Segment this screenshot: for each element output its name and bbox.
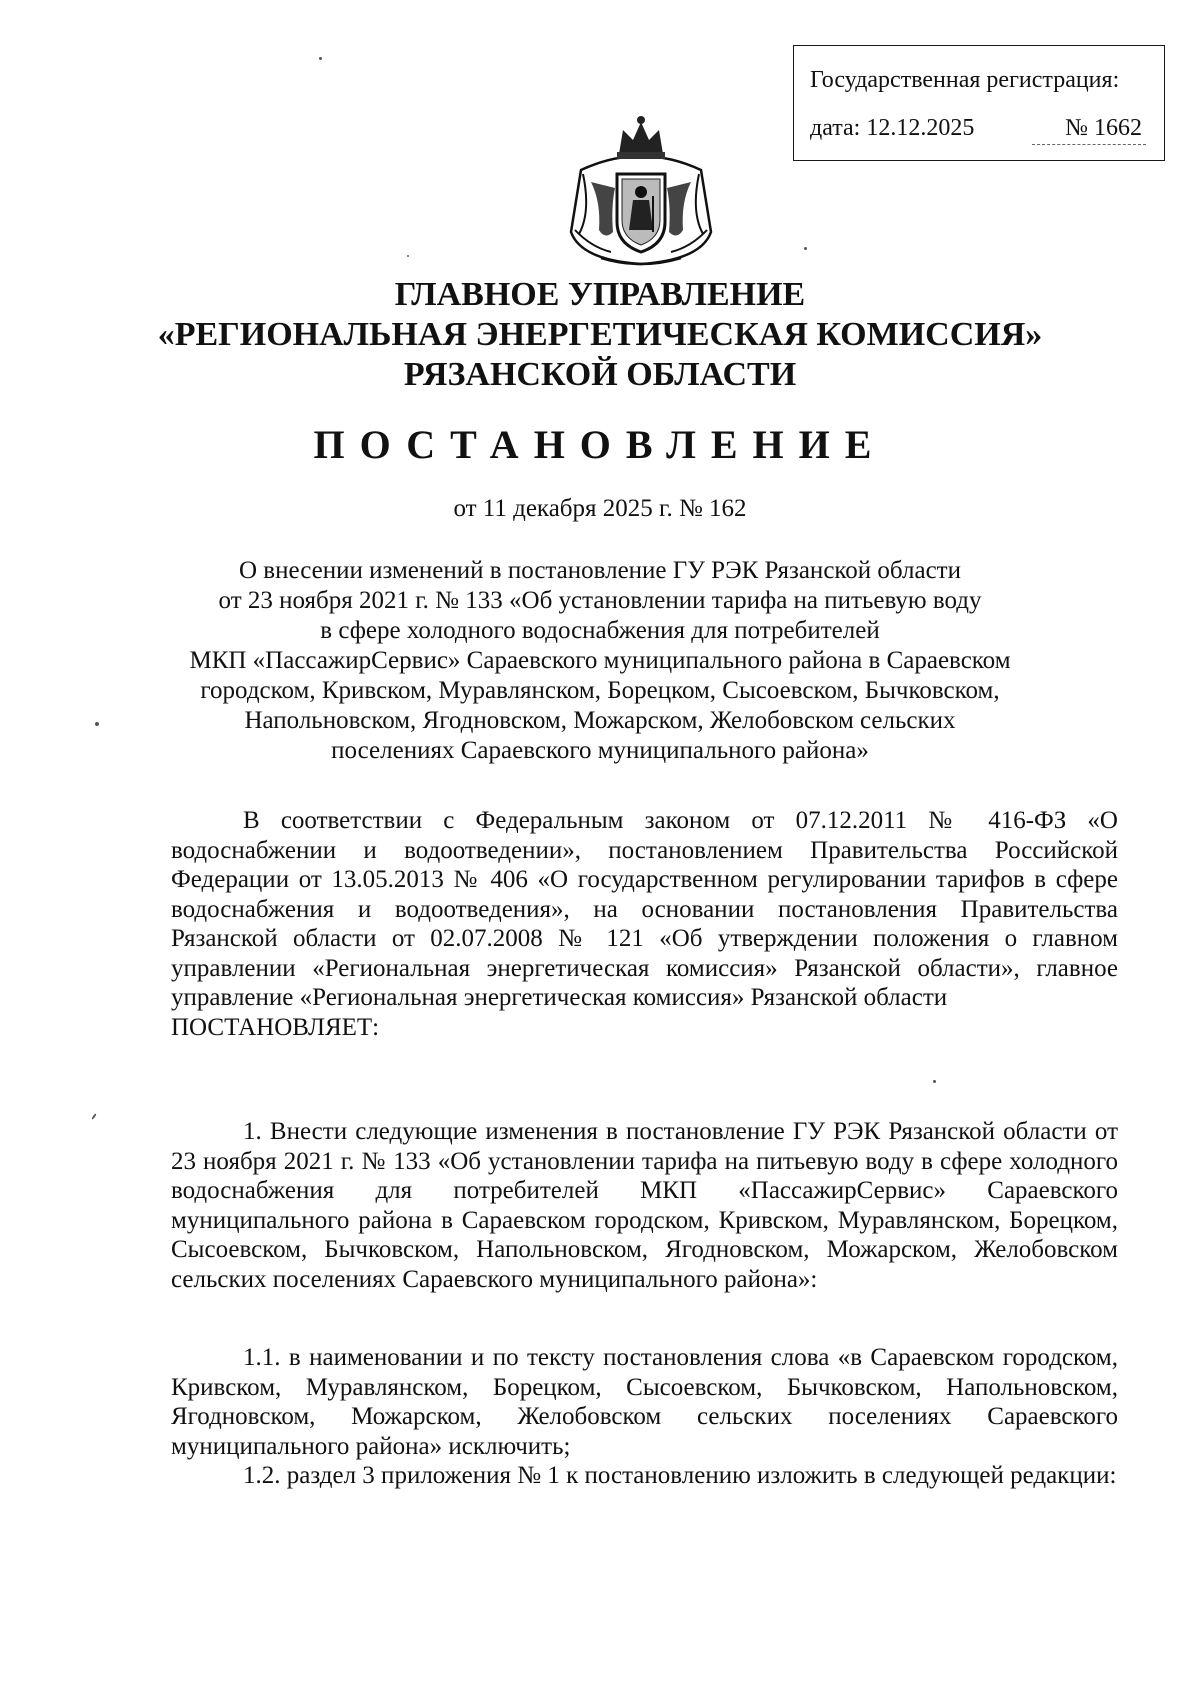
registration-underline [1032,144,1146,145]
registration-number: № 1662 [1065,115,1142,141]
organization-title [0,275,1200,395]
organization-line-1: ГЛАВНОЕ УПРАВЛЕНИЕ [394,276,806,313]
registration-stamp [793,45,1165,161]
subject-line: городском, Кривском, Муравлянском, Борецком, Сысоевском, Бычковском, [200,677,1000,704]
subject-line: поселениях Сараевского муниципального района» [331,737,869,764]
clause-1 [171,1117,1118,1294]
subject-line: О внесении изменений в постановление ГУ РЭК Рязанской области [239,557,961,584]
preamble-paragraph: В соответствии с Федеральным законом от 07.12.2011 № 416-ФЗ «О водоснабжении и водоотведении», постановлением Правительства Российской Федерации от 13.05.2013 № 406 «О государственном регулировании тарифов в сфере водоснабжения и водоотведения», на основании постановления Правительства Рязанской области от 02.07.2008 № 121 «Об утверждении положения о главном управлении «Региональная энергетическая комиссия» Рязанской области», главное управление «Региональная энергетическая комиссия» Рязанской области [171,807,1118,1011]
clause-1-paragraph: 1. Внести следующие изменения в постановление ГУ РЭК Рязанской области от 23 ноября 2021 г. № 133 «Об установлении тарифа на питьевую воду в сфере холодного водоснабжения для потребителей МКП «ПассажирСервис» Сараевского муниципального района в Сараевском городском, Кривском, Муравлянском, Борецком, Сысоевском, Бычковском, Напольновском, Ягодновском, Можарском, Желобовском сельских поселениях Сараевского муниципального района»: [171,1118,1118,1293]
subject-line: в сфере холодного водоснабжения для потребителей [320,617,880,644]
clause-1-2-paragraph: 1.2. раздел 3 приложения № 1 к постановлению изложить в следующей редакции: [243,1462,1117,1489]
subject-line: Напольновском, Ягодновском, Можарском, Желобовском сельских [244,707,956,734]
document-date: от 11 декабря 2025 г. № 162 [453,495,747,522]
clause-1-2 [171,1461,1118,1491]
document-type: ПОСТАНОВЛЕНИЕ [313,422,887,467]
registration-title: Государственная регистрация: [810,67,1120,93]
document-subject [0,556,1200,766]
subject-line: от 23 ноября 2021 г. № 133 «Об установлении тарифа на питьевую воду [218,587,982,614]
organization-line-2: «РЕГИОНАЛЬНАЯ ЭНЕРГЕТИЧЕСКАЯ КОМИССИЯ» [157,316,1043,353]
preamble [171,806,1118,1042]
registration-date: дата: 12.12.2025 [810,115,975,141]
coat-of-arms-icon [561,112,721,272]
subject-line: МКП «ПассажирСервис» Сараевского муниципального района в Сараевском [189,647,1011,674]
clause-1-1-paragraph: 1.1. в наименовании и по тексту постановления слова «в Сараевском городском, Кривском, Муравлянском, Борецком, Сысоевском, Бычковском, Напольновском, Ягодновском, Можарском, Желобовском сельских поселениях Сараевского муниципального района» исключить; [171,1344,1118,1460]
resolves-keyword: ПОСТАНОВЛЯЕТ: [171,1013,380,1041]
organization-line-3: РЯЗАНСКОЙ ОБЛАСТИ [403,356,797,393]
clause-1-1 [171,1343,1118,1461]
